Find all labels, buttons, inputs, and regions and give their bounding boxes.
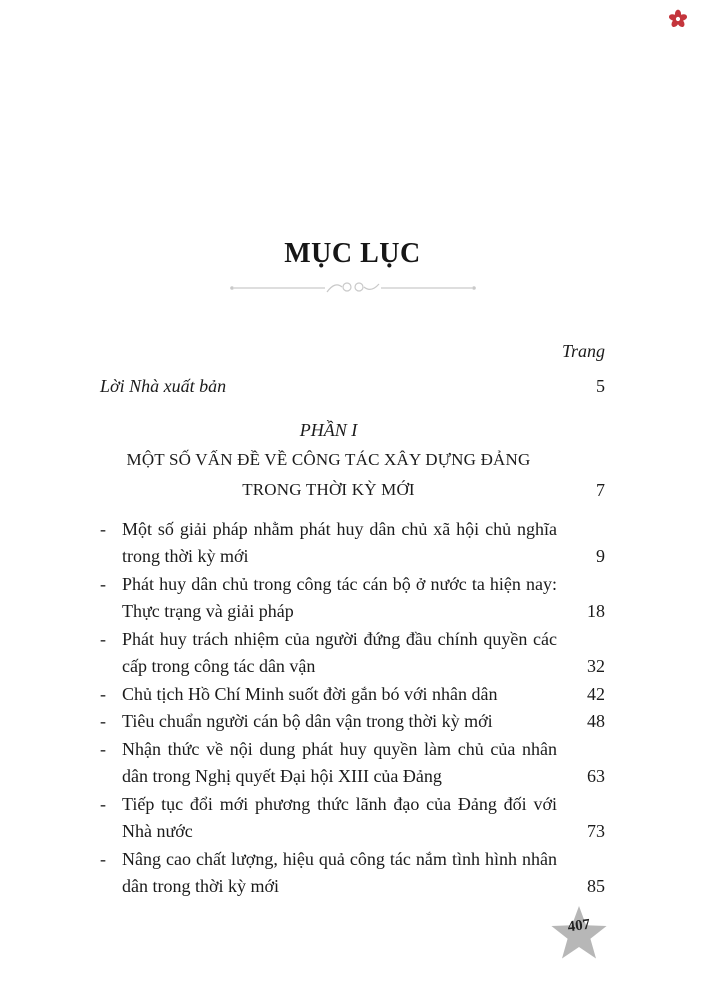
part-label: PHẦN I (299, 419, 358, 440)
footer-star (550, 905, 608, 959)
column-header-trang: Trang (561, 341, 605, 361)
page-title: MỤC LỤC (284, 238, 421, 269)
toc-entry-title: Phát huy dân chủ trong công tác cán bộ ở nước ta hiện nay: Thực trạng và giải pháp (122, 573, 557, 621)
bullet-dash: - (100, 711, 106, 731)
toc-entry-title: Nâng cao chất lượng, hiệu quả công tác nắm tình hình nhân dân trong thời kỳ mới (122, 848, 557, 896)
toc-entry (100, 708, 605, 736)
part-heading-row (100, 415, 605, 505)
part-page: 7 (596, 479, 605, 500)
toc-entry-page: 18 (587, 601, 605, 621)
toc-entry (100, 791, 605, 846)
front-matter-row (100, 373, 605, 401)
bullet-dash: - (100, 848, 106, 869)
toc-entry-title: Một số giải pháp nhằm phát huy dân chủ xã hội chủ nghĩa trong thời kỳ mới (122, 518, 557, 566)
toc-entry-title: Nhận thức về nội dung phát huy quyền làm chủ của nhân dân trong Nghị quyết Đại hội XIII của Đảng (122, 738, 557, 786)
toc-entry-page: 42 (587, 683, 605, 704)
toc-entry (100, 846, 605, 901)
toc-entry-title: Chủ tịch Hồ Chí Minh suốt đời gắn bó với nhân dân (122, 683, 498, 704)
toc-entry-title: Phát huy trách nhiệm của người đứng đầu chính quyền các cấp trong công tác dân vận (122, 628, 557, 676)
ornamental-divider (100, 279, 605, 297)
toc-entry (100, 681, 605, 709)
bullet-dash: - (100, 683, 106, 704)
toc-entry-title: Tiếp tục đổi mới phương thức lãnh đạo của Đảng đối với Nhà nước (122, 793, 557, 841)
toc-entry (100, 516, 605, 571)
front-matter-title: Lời Nhà xuất bản (100, 376, 227, 396)
bullet-dash: - (100, 628, 106, 649)
flower-icon (668, 9, 688, 29)
toc-entry-page: 48 (587, 711, 605, 731)
toc-entry-page: 63 (587, 766, 605, 786)
toc-list (100, 516, 605, 901)
toc-entry (100, 736, 605, 791)
bullet-dash: - (100, 738, 106, 759)
toc-entry-page: 32 (587, 656, 605, 676)
part-heading (100, 415, 557, 505)
bullet-dash: - (100, 573, 106, 594)
toc-entry (100, 571, 605, 626)
toc-entry-page: 85 (587, 876, 605, 896)
bullet-dash: - (100, 518, 106, 539)
part-title-line2: TRONG THỜI KỲ MỚI (242, 479, 415, 499)
footer-page-number: 407 (566, 916, 592, 936)
bullet-dash: - (100, 793, 106, 814)
toc-entry-page: 9 (596, 546, 605, 566)
toc-entry (100, 626, 605, 681)
part-title-line1: MỘT SỐ VẤN ĐỀ VỀ CÔNG TÁC XÂY DỰNG ĐẢNG (126, 449, 531, 469)
toc-entry-page: 73 (587, 821, 605, 841)
front-matter-page: 5 (596, 376, 605, 396)
toc-entry-title: Tiêu chuẩn người cán bộ dân vận trong thời kỳ mới (122, 711, 493, 731)
